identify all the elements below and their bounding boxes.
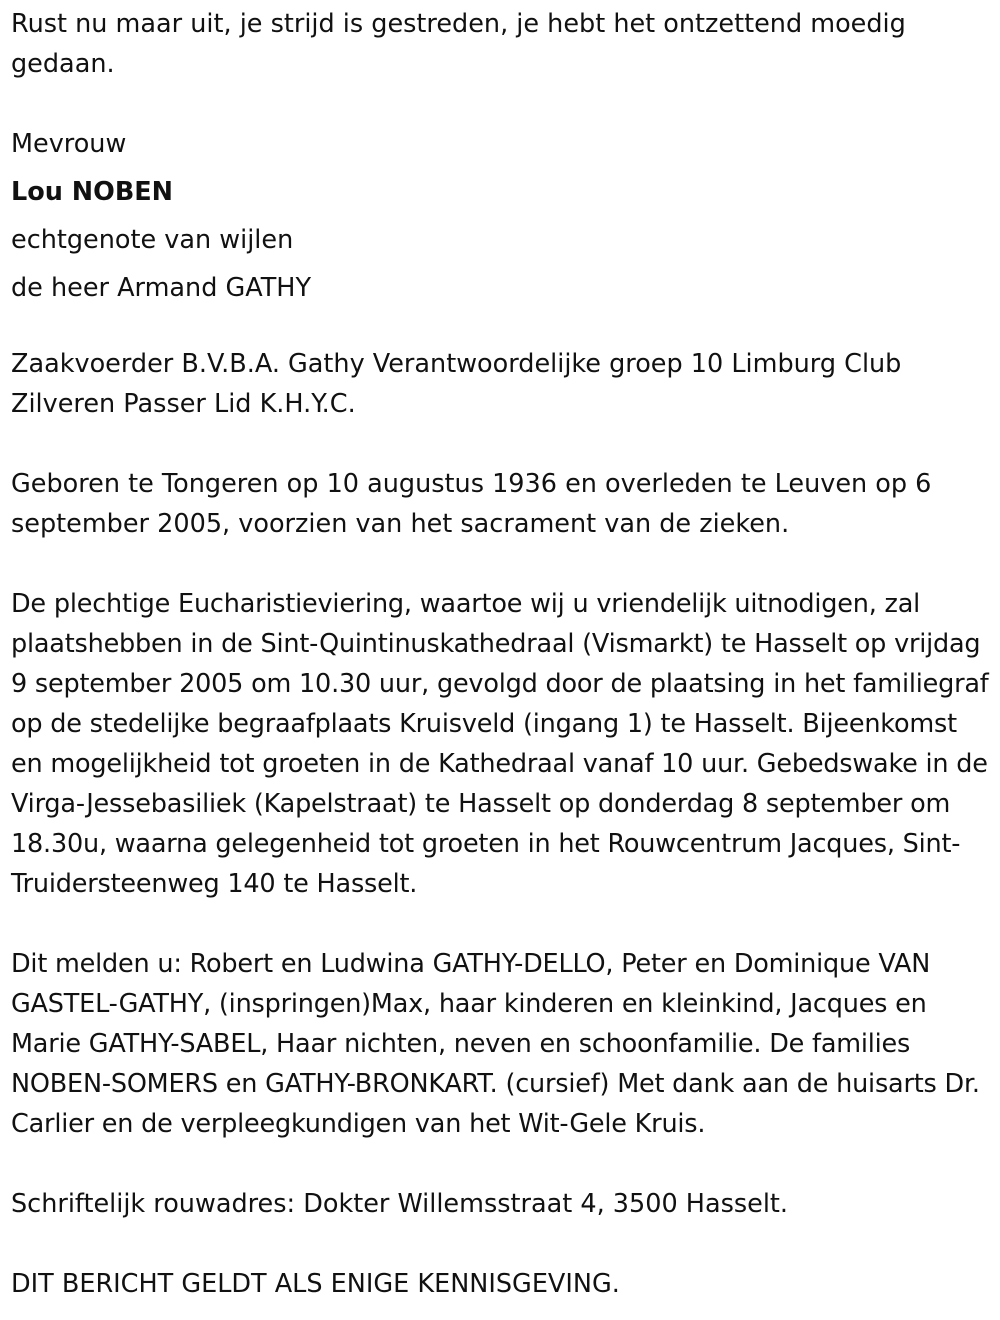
title-text: Mevrouw: [11, 129, 127, 159]
birth-death-text: Geboren te Tongeren op 10 augustus 1936 en overleden te Leuven op 6 september 2005, voorzien van het sacrament van de zieken.: [11, 469, 932, 539]
notice-text: DIT BERICHT GELDT ALS ENIGE KENNISGEVING.: [11, 1269, 620, 1299]
relation-text: echtgenote van wijlen: [11, 225, 294, 255]
intro-text: Rust nu maar uit, je strijd is gestreden, je hebt het ontzettend moedig gedaan.: [11, 9, 906, 79]
ceremony-text: De plechtige Eucharistieviering, waartoe wij u vriendelijk uitnodigen, zal plaatshebben in de Sint-Quintinuskathedraal (Vismarkt) te Hasselt op vrijdag 9 september 2005 om 10.30 uur, gevolgd door de plaatsing in het familiegraf op de stedelijke begraafplaats Kruisveld (ingang 1) te Hasselt. Bijeenkomst en mogelijkheid tot groeten in de Kathedraal vanaf 10 uur. Gebedswake in de Virga-Jessebasiliek (Kapelstraat) te Hasselt op donderdag 8 september om 18.30u, waarna gelegenheid tot groeten in het Rouwcentrum Jacques, Sint-Truidersteenweg 140 te Hasselt.: [11, 589, 989, 899]
name-block: [11, 120, 990, 312]
address-text: Schriftelijk rouwadres: Dokter Willemsstraat 4, 3500 Hasselt.: [11, 1189, 789, 1219]
deceased-name: Lou NOBEN: [11, 177, 174, 207]
roles-text: Zaakvoerder B.V.B.A. Gathy Verantwoordelijke groep 10 Limburg Club Zilveren Passer Lid K.H.Y.C.: [11, 349, 902, 419]
announcement-text: Dit melden u: Robert en Ludwina GATHY-DELLO, Peter en Dominique VAN GASTEL-GATHY, (inspringen)Max, haar kinderen en kleinkind, Jacques en Marie GATHY-SABEL, Haar nichten, neven en schoonfamilie. De families NOBEN-SOMERS en GATHY-BRONKART. (cursief) Met dank aan de huisarts Dr. Carlier en de verpleegkundigen van het Wit-Gele Kruis.: [11, 949, 980, 1139]
spouse-text: de heer Armand GATHY: [11, 273, 312, 303]
